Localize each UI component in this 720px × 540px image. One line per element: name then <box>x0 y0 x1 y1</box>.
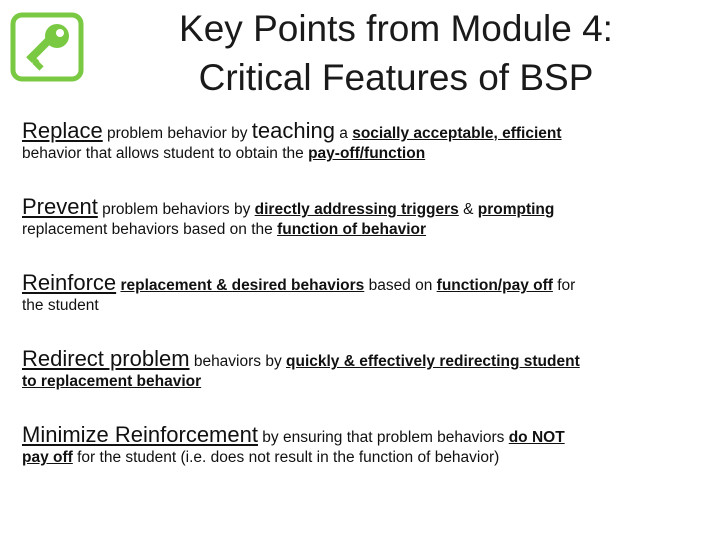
text: by ensuring that problem behaviors <box>257 429 509 446</box>
text: for <box>552 277 576 294</box>
underlined-phrase: do NOT <box>508 429 565 446</box>
term-prevent: Prevent <box>22 194 98 219</box>
emphasis-teaching: teaching <box>251 118 335 143</box>
text: behaviors by <box>189 353 287 370</box>
underlined-phrase: quickly & effectively redirecting student <box>286 353 580 370</box>
underlined-phrase: to replacement behavior <box>22 373 202 390</box>
underlined-phrase: replacement & desired behaviors <box>120 277 365 294</box>
point-replace <box>22 120 702 163</box>
text: a <box>334 125 353 142</box>
underlined-phrase: function/pay off <box>436 277 553 294</box>
text: problem behaviors by <box>97 201 255 218</box>
underlined-phrase: socially acceptable, efficient <box>352 125 562 142</box>
underlined-phrase: function of behavior <box>277 221 427 238</box>
point-minimize <box>22 424 702 467</box>
underlined-phrase: prompting <box>477 201 555 218</box>
term-reinforce: Reinforce <box>22 270 117 295</box>
text: the student <box>22 297 99 314</box>
point-redirect <box>22 348 702 391</box>
term-minimize: Minimize Reinforcement <box>22 422 258 447</box>
title-line-1: Key Points from Module 4: <box>179 8 613 49</box>
text: & <box>458 201 478 218</box>
text: replacement behaviors based on the <box>22 221 278 238</box>
underlined-phrase: pay off <box>22 449 73 466</box>
point-reinforce <box>22 272 702 315</box>
text: problem behavior by <box>102 125 252 142</box>
text: for the student (i.e. does not result in the function of behavior) <box>72 449 500 466</box>
text: based on <box>364 277 437 294</box>
key-icon <box>10 12 84 82</box>
page-title <box>96 4 696 102</box>
point-prevent <box>22 196 702 239</box>
underlined-phrase: directly addressing triggers <box>254 201 459 218</box>
term-replace: Replace <box>22 118 103 143</box>
text: behavior that allows student to obtain the <box>22 145 309 162</box>
term-redirect: Redirect problem <box>22 346 190 371</box>
underlined-phrase: pay-off/function <box>308 145 426 162</box>
title-line-2: Critical Features of BSP <box>198 57 594 98</box>
